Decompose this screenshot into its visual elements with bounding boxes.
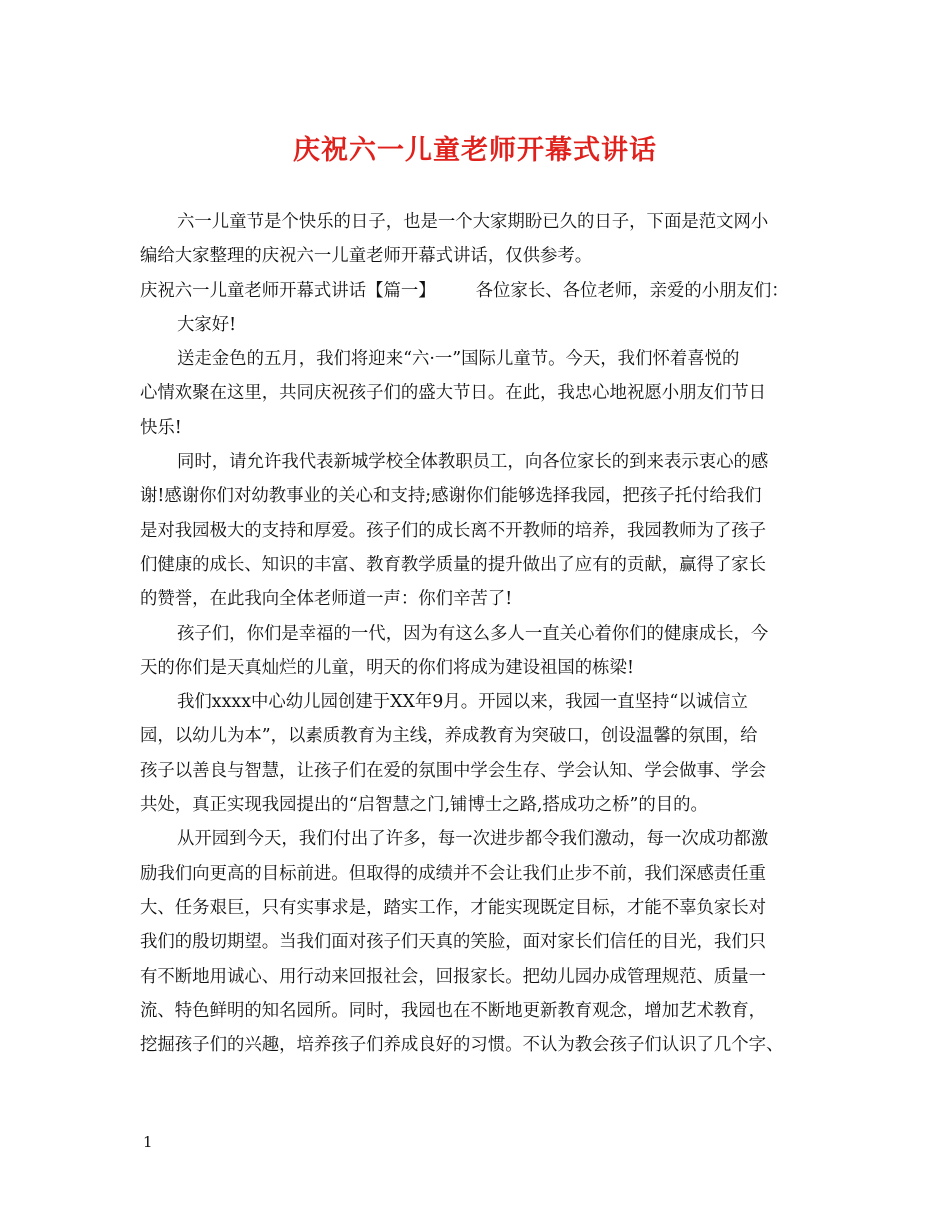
text-line: 我们xxxx中心幼儿园创建于XX年9月。开园以来，我园一直坚持“以诚信立	[177, 692, 748, 713]
text-line: 同时，请允许我代表新城学校全体教职员工，向各位家长的到来表示衷心的感	[177, 452, 769, 473]
text-line: 们健康的成长、知识的丰富、教育教学质量的提升做出了应有的贡献，赢得了家长	[140, 554, 767, 575]
section-heading: 庆祝六一儿童老师开幕式讲话【篇一】	[140, 280, 436, 301]
text-line: 送走金色的五月，我们将迎来“六·一”国际儿童节。今天，我们怀着喜悦的	[177, 349, 740, 370]
text-line: 孩子们，你们是幸福的一代，因为有这么多人一直关心着你们的健康成长，今	[177, 623, 769, 644]
text-line: 心情欢聚在这里，共同庆祝孩子们的盛大节日。在此，我忠心地祝愿小朋友们节日	[140, 383, 767, 404]
text-line: 天的你们是天真灿烂的儿童，明天的你们将成为建设祖国的栋梁!	[140, 657, 634, 678]
text-line: 孩子以善良与智慧，让孩子们在爱的氛围中学会生存、学会认知、学会做事、学会	[140, 760, 767, 781]
text-line: 从开园到今天，我们付出了许多，每一次进步都令我们激动，每一次成功都激	[177, 829, 769, 850]
text-line: 园，以幼儿为本”，以素质教育为主线，养成教育为突破口，创设温馨的氛围，给	[140, 726, 758, 747]
text-line: 六一儿童节是个快乐的日子，也是一个大家期盼已久的日子，下面是范文网小	[177, 212, 769, 232]
text-line: 大、任务艰巨，只有实事求是，踏实工作，才能实现既定目标，才能不辜负家长对	[140, 897, 767, 918]
section-heading-line	[140, 274, 812, 308]
text-line: 谢!感谢你们对幼教事业的关心和支持;感谢你们能够选择我园，把孩子托付给我们	[140, 486, 762, 507]
text-line: 挖掘孩子们的兴趣，培养孩子们养成良好的习惯。不认为教会孩子们认识了几个字、	[140, 1035, 784, 1056]
page-number: 1	[143, 1133, 153, 1151]
text-line: 大家好!	[177, 314, 237, 335]
document-body	[140, 205, 812, 1062]
salutation: 各位家长、各位老师，亲爱的小朋友们：	[475, 280, 789, 301]
document-title: 庆祝六一儿童老师开幕式讲话	[293, 135, 657, 166]
text-line: 编给大家整理的庆祝六一儿童老师开幕式讲话，仅供参考。	[140, 246, 593, 267]
text-line: 流、特色鲜明的知名园所。同时，我园也在不断地更新教育观念，增加艺术教育，	[140, 1000, 767, 1021]
text-line: 的赞誉，在此我向全体老师道一声：你们辛苦了!	[140, 589, 513, 610]
text-line: 快乐!	[140, 417, 182, 438]
text-line: 我们的殷切期望。当我们面对孩子们天真的笑脸，面对家长们信任的目光，我们只	[140, 932, 767, 953]
text-line: 共处，真正实现我园提出的“启智慧之门,铺博士之路,搭成功之桥”的目的。	[140, 795, 708, 816]
text-line: 是对我园极大的支持和厚爱。孩子们的成长离不开教师的培养，我园教师为了孩子	[140, 520, 767, 541]
text-line: 有不断地用诚心、用行动来回报社会，回报家长。把幼儿园办成管理规范、质量一	[140, 966, 767, 987]
text-line: 励我们向更高的目标前进。但取得的成绩并不会让我们止步不前，我们深感责任重	[140, 863, 767, 884]
